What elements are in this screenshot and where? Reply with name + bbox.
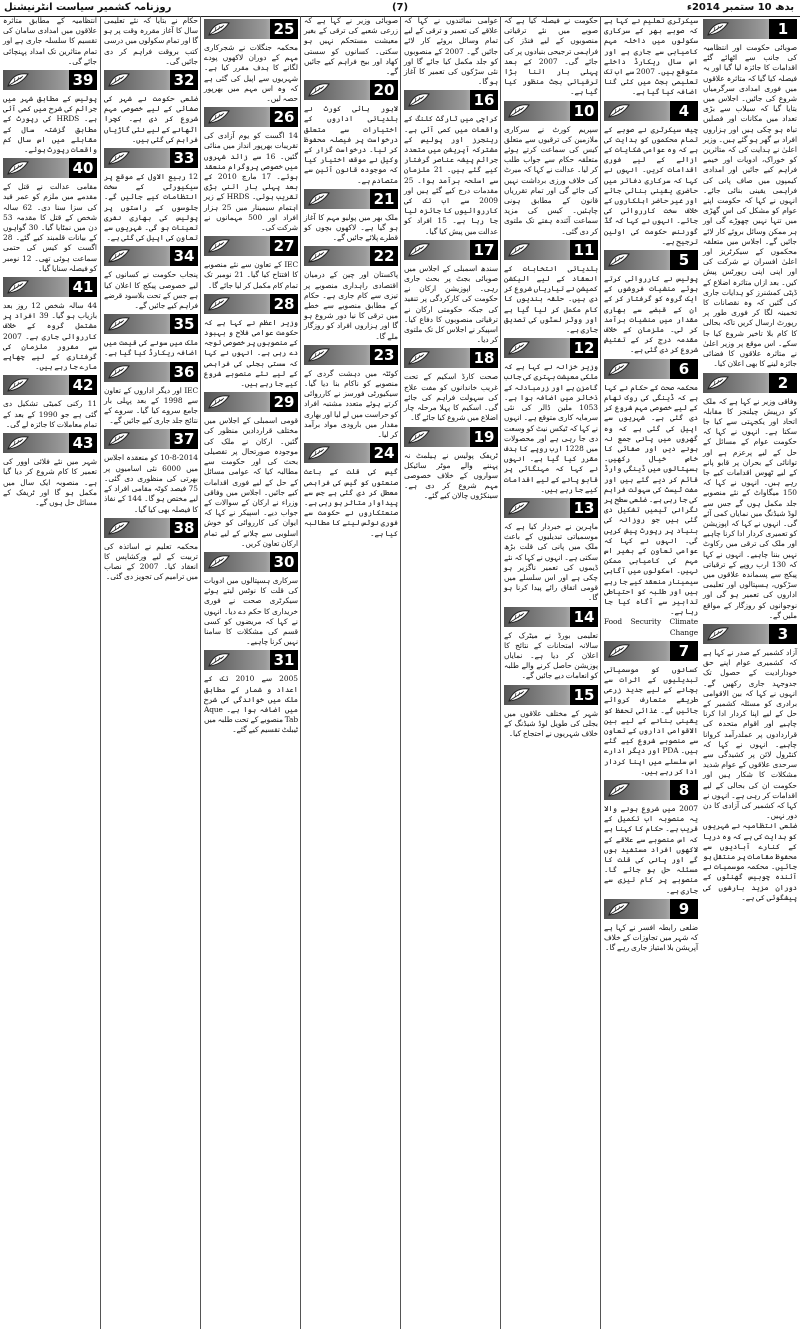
leaf-ornament-icon [307,346,331,364]
news-item [3,158,97,274]
item-header-bar [3,158,97,178]
item-body-text: سپریم کورٹ نے سرکاری ملازمین کی ترقیوں سے متعلق کیس کی سماعت کرتے ہوئے متعلقہ حکام سے جواب طلب کر لیا۔ عدالت نے کہا کہ میرٹ کی خلاف ورزی برداشت نہیں کی جائے گی اور تمام تقرریاں قانون کے مطابق ہونی چاہئیں۔ کیس کی مزید سماعت آئندہ ہفتے تک ملتوی کر دی گئی۔ [504,124,598,236]
news-item [404,348,498,423]
news-item [204,19,298,104]
item-body-text: کوئٹہ میں دہشت گردی کے منصوبے کو ناکام بنا دیا گیا۔ سیکیورٹی فورسز نے کارروائی کرتے ہوئے متعدد مشتبہ افراد کو حراست میں لے لیا اور بھاری مقدار میں بارودی مواد برآمد کر لیا۔ [304,368,398,440]
item-body-text: کراچی میں ٹارگٹ کلنگ کے واقعات میں کمی آئی ہے۔ رینجرز اور پولیس کے مشترکہ آپریشن میں متعدد جرائم پیشہ عناصر گرفتار کیے گئے ہیں۔ 21 ملزمان سے اسلحہ برآمد ہوا۔ 25 مقدمات درج کیے گئے ہیں اور 2009 سے اب تک کی کارروائیوں کا جائزہ لیا جا رہا ہے۔ 15 افراد کو عدالت میں پیش کیا گیا۔ [404,114,498,236]
news-item [3,375,97,430]
item-header-bar [504,101,598,121]
news-item [3,16,97,67]
news-item [404,90,498,236]
leaf-ornament-icon [6,159,30,177]
newspaper-title: روزنامہ کشمیر سیاست انٹرنیشنل [4,2,172,13]
leaf-ornament-icon [207,108,231,126]
news-column [700,16,800,1329]
leaf-ornament-icon [107,519,131,537]
item-header-bar [604,780,698,800]
news-column [200,16,301,1329]
leaf-ornament-icon [507,499,531,517]
item-header-bar [604,899,698,919]
item-body-text: پولیس کے مطابق شہر میں جرائم کی شرح میں کمی آئی ہے۔ HRDS کی رپورٹ کے مطابق گزشتہ سال کے مقابلے میں اس سال کم واقعات رپورٹ ہوئے۔ [3,94,97,155]
item-number: 41 [69,277,97,297]
item-header-bar [404,90,498,110]
item-body-text: چیف سیکرٹری نے صوبے کے تمام محکموں کو ہدایت کی ہے کہ وہ عوامی شکایات کے ازالے کے لیے فوری اقدامات کریں۔ انہوں نے کہا کہ سرکاری دفاتر میں حاضری یقینی بنائی جائے اور غیر حاضر اہلکاروں کے خلاف سخت کارروائی کی جائے۔ انہوں نے کہا کہ گڈ گورننس حکومت کی اولین ترجیح ہے۔ [603,124,698,246]
item-header-bar [504,338,598,358]
news-item [604,250,698,356]
item-body-text: 11 رکنی کمیٹی تشکیل دی گئی ہے جو 1990 کے بعد کے تمام معاملات کا جائزہ لے گی۔ [3,399,97,429]
item-header-bar [204,650,298,670]
news-item [104,518,198,583]
item-body-text: عوامی نمائندوں نے کہا کہ علاقے کی تعمیر و ترقی کے لیے تمام وسائل بروئے کار لائے جائیں گے۔ 2007 کے منصوبوں کو جلد مکمل کیا جائے گا اور نئی سڑکوں کی تعمیر کا آغاز ہو گا۔ [404,16,498,87]
news-item [204,552,298,647]
item-number: 43 [69,433,97,453]
item-body-text: محکمہ صحت کے حکام نے کہا ہے کہ ڈینگی کی روک تھام کے لیے خصوصی مہم شروع کر دی گئی ہے۔ شہریوں سے اپیل کی گئی ہے کہ وہ گھروں میں پانی جمع نہ ہونے دیں اور صفائی کا خاص خیال رکھیں۔ ہسپتالوں میں ڈینگی وارڈ قائم کر دیے گئے ہیں اور مفت ٹیسٹ کی سہولت فراہم کی جا رہی ہے۔ ضلعی سطح پر نگرانی ٹیمیں تشکیل دی گئی ہیں جو روزانہ کی بنیاد پر رپورٹ پیش کریں گی۔ انہوں نے کہا کہ عوامی تعاون کے بغیر اس مہم کی کامیابی ممکن نہیں۔ اسکولوں میں آگاہی سیمینار منعقد کیے جا رہے ہیں اور طلبہ کو احتیاطی تدابیر سے آگاہ کیا جا رہا ہے۔ [603,382,698,617]
item-number: 38 [170,518,198,538]
leaf-ornament-icon [207,20,231,38]
item-body-text: لاہور ہائی کورٹ نے بلدیاتی اداروں کے اختیارات سے متعلق درخواست پر فیصلہ محفوظ کر لیا۔ درخواست گزار کے وکیل نے موقف اختیار کیا کہ موجودہ قانون آئین سے متصادم ہے۔ [304,104,398,185]
item-header-bar [604,359,698,379]
item-number: 26 [270,107,298,127]
news-item [3,277,97,372]
item-header-bar [304,345,398,365]
item-header-bar [3,70,97,90]
news-item [204,107,298,233]
news-column [100,16,201,1329]
news-column [0,16,100,1329]
item-header-bar [204,236,298,256]
item-body-text: 12 ربیع الاول کے موقع پر سیکیورٹی کے سخت انتظامات کیے جائیں گے۔ جلوسوں کے راستوں پر پولیس کی بھاری نفری تعینات ہو گی۔ شہریوں سے تعاون کی اپیل کی گئی ہے۔ [104,172,198,243]
item-number: 27 [270,236,298,256]
news-item [703,821,797,903]
leaf-ornament-icon [407,349,431,367]
item-body-text: بلدیاتی انتخابات کے انعقاد کے لیے الیکشن کمیشن نے تیاریاں شروع کر دی ہیں۔ حلقہ بندیوں کا کام مکمل کر لیا گیا ہے اور ووٹر لسٹوں کی تصدیق جاری ہے۔ [503,263,598,335]
item-header-bar [204,552,298,572]
news-item [404,16,498,87]
news-column [600,16,701,1329]
item-body-text: ماہرین نے خبردار کیا ہے کہ موسمیاتی تبدیلیوں کے باعث ملک میں پانی کی قلت بڑھ سکتی ہے۔ انہوں نے کہا کہ نئے ڈیموں کی تعمیر ناگزیر ہو چکی ہے اور اس سلسلے میں قومی اتفاق رائے پیدا کرنا ہو گا۔ [504,521,598,603]
item-number: 15 [570,685,598,705]
item-body-text: آزاد کشمیر کے صدر نے کہا ہے کہ کشمیری عوام اپنے حق خودارادیت کے حصول تک جدوجہد جاری رکھیں گے۔ انہوں نے کہا کہ بین الاقوامی برادری کو مسئلہ کشمیر کے حل کے لیے اپنا کردار ادا کرنا چاہیے اور اقوام متحدہ کی قراردادوں پر عملدرآمد کروانا چاہیے۔ انہوں نے کہا کہ کنٹرول لائن پر کشیدگی سے سرحدی علاقوں کے عوام شدید مشکلات کا شکار ہیں اور حکومت ان کی بحالی کے لیے اقدامات کر رہی ہے۔ انہوں نے کہا کہ کشمیر کی آزادی کا دن دور نہیں۔ [703,647,797,821]
item-body-text: 14 اگست کو یوم آزادی کی تقریبات بھرپور انداز میں منائی گئیں۔ 16 سے زائد شہروں میں خصوصی پروگرام منعقد ہوئے۔ 17 مارچ 2010 کے بعد پہلی بار اتنی بڑی تقریب ہوئی۔ HRDS کے زیر اہتمام سیمینار میں 25 ہزار افراد اور 500 مہمانوں نے شرکت کی۔ [204,131,298,233]
news-item [104,362,198,427]
news-item [104,314,198,358]
item-body-text: محکمہ جنگلات نے شجرکاری مہم کے دوران لاکھوں پودے لگانے کا ہدف مقرر کیا ہے۔ شہریوں سے اپیل کی گئی ہے کہ وہ اس مہم میں بھرپور حصہ لیں۔ [204,43,298,104]
item-number: 4 [670,101,698,121]
item-body-text: ملک میں سونے کی قیمت میں اضافہ ریکارڈ کیا گیا ہے۔ [103,338,198,358]
item-body-text: 2007 میں شروع ہونے والا یہ منصوبہ اب تکمیل کے قریب ہے۔ حکام کا کہنا ہے کہ اس منصوبے سے علاقے کے لاکھوں افراد مستفید ہوں گے اور پانی کی قلت کا مسئلہ حل ہو جائے گا۔ منصوبے پر کام تیزی سے جاری ہے۔ [604,804,698,895]
leaf-ornament-icon [307,81,331,99]
leaf-ornament-icon [207,393,231,411]
item-body-text: شہر کے مختلف علاقوں میں بجلی کی طویل لوڈ شیڈنگ کے خلاف شہریوں نے احتجاج کیا۔ [504,708,598,738]
news-item [104,429,198,514]
leaf-ornament-icon [107,363,131,381]
leaf-ornament-icon [307,190,331,208]
item-header-bar [703,19,797,39]
leaf-ornament-icon [607,642,631,660]
item-number: 16 [470,90,498,110]
item-body-text: وزیر خزانہ نے کہا ہے کہ ملکی معیشت بہتری کی جانب گامزن ہے اور زرمبادلہ کے ذخائر میں اضافہ ہوا ہے۔ 1053 ملین ڈالر کی نئی سرمایہ کاری متوقع ہے۔ انہوں نے کہا کہ ٹیکس نیٹ کو وسعت دی جا رہی ہے اور محصولات میں 1228 ارب روپے کا ہدف مقرر کیا گیا ہے۔ انہوں نے کہا کہ مہنگائی پر قابو پانے کے لیے اقدامات کیے جا رہے ہیں۔ [503,362,598,494]
news-item [304,16,398,77]
item-body-text: کسانوں کو موسمیاتی تبدیلیوں کے اثرات سے بچانے کے لیے جدید زرعی طریقے متعارف کروائے جائیں گے۔ غذائی تحفظ کو یقینی بنانے کے لیے بین الاقوامی اداروں کے تعاون سے منصوبے شروع کیے گئے ہیں۔ PDA اور دیگر ادارے اس سلسلے میں اپنا کردار ادا کر رہے ہیں۔ [604,664,698,776]
item-body-text: ضلعی رابطہ افسر نے کہا ہے کہ شہر میں تجاوزات کے خلاف آپریشن بلا امتیاز جاری رہے گا۔ [604,922,698,953]
news-item [104,16,198,67]
news-item [504,685,598,740]
item-body-text: IEC اور دیگر اداروں کے تعاون سے 1998 کے بعد پہلی بار جامع سروے کیا گیا۔ سروے کے نتائج جلد جاری کیے جائیں گے۔ [104,385,199,426]
leaf-ornament-icon [6,376,30,394]
item-body-text: 44 سالہ شخص 12 روز بعد بازیاب ہو گیا۔ 39 افراد پر مشتمل گروہ کے خلاف کارروائی جاری ہے۔ 2007 سے مفرور ملزمان کی گرفتاری کے لیے چھاپے مارے جا رہے ہیں۔ [3,301,98,372]
item-number: 3 [769,624,797,644]
item-body-text: Food Security Climate Change [604,617,698,637]
leaf-ornament-icon [607,360,631,378]
item-header-bar [104,362,198,382]
item-header-bar [104,148,198,168]
leaf-ornament-icon [407,428,431,446]
leaf-ornament-icon [6,71,30,89]
leaf-ornament-icon [607,781,631,799]
item-header-bar [404,348,498,368]
masthead [0,0,800,17]
item-number: 17 [470,240,498,260]
item-header-bar [104,518,198,538]
leaf-ornament-icon [706,374,730,392]
leaf-ornament-icon [706,625,730,643]
item-header-bar [404,427,498,447]
item-header-bar [604,250,698,270]
item-header-bar [104,429,198,449]
news-item [204,392,298,549]
news-item [304,443,398,538]
item-header-bar [703,373,797,393]
news-item [404,427,498,502]
news-item [104,70,198,145]
leaf-ornament-icon [107,315,131,333]
item-number: 12 [570,338,598,358]
item-number: 30 [270,552,298,572]
leaf-ornament-icon [107,71,131,89]
item-number: 8 [670,780,698,800]
item-body-text: سیکرٹری تعلیم نے کہا ہے کہ صوبے بھر کے سرکاری سکولوں میں داخلہ مہم کامیابی سے جاری ہے اور اس سال ریکارڈ داخلے متوقع ہیں۔ 2007 سے اب تک تعلیمی بجٹ میں کئی گنا اضافہ کیا گیا ہے۔ [604,16,698,97]
leaf-ornament-icon [507,339,531,357]
item-number: 19 [470,427,498,447]
leaf-ornament-icon [107,430,131,448]
news-item [703,373,797,621]
news-item [3,70,97,155]
item-number: 1 [769,19,797,39]
item-number: 14 [570,607,598,627]
news-item [604,359,698,618]
item-number: 32 [170,70,198,90]
item-header-bar [204,392,298,412]
news-item [504,498,598,604]
item-number: 13 [570,498,598,518]
item-body-text: وزیر اعظم نے کہا ہے کہ حکومت عوامی فلاح و بہبود کے منصوبوں پر خصوصی توجہ دے رہی ہے۔ انہوں نے کہا کہ سستی بجلی کی فراہمی کے لیے نئے منصوبے شروع کیے جا رہے ہیں۔ [203,317,298,389]
news-item [504,101,598,237]
news-column [500,16,601,1329]
leaf-ornament-icon [706,20,730,38]
news-item [604,780,698,896]
news-item [703,19,797,370]
item-number: 42 [69,375,97,395]
news-item [504,240,598,335]
item-number: 6 [670,359,698,379]
item-header-bar [504,607,598,627]
item-header-bar [304,246,398,266]
item-number: 39 [69,70,97,90]
news-item [604,101,698,247]
item-header-bar [404,240,498,260]
news-item [104,148,198,243]
item-number: 11 [570,240,598,260]
leaf-ornament-icon [607,900,631,918]
item-number: 20 [370,80,398,100]
news-item [304,246,398,341]
news-item [104,246,198,311]
item-body-text: قومی اسمبلی کے اجلاس میں مختلف قراردادیں منظور کی گئیں۔ ارکان نے ملک کی موجودہ صورتحال پر تفصیلی بحث کی اور حکومت سے مطالبہ کیا کہ عوامی مسائل کے حل کے لیے فوری اقدامات کیے جائیں۔ اجلاس میں وفاقی وزراء نے ارکان کے سوالات کے جواب دیے۔ اسپیکر نے کہا کہ ایوان کی کارروائی کو خوش اسلوبی سے چلانے کے لیے تمام ارکان تعاون کریں۔ [204,416,298,548]
item-body-text: پولیس نے کارروائی کرتے ہوئے منشیات فروشوں کے ایک گروہ کو گرفتار کر کے ان کے قبضے سے بھاری مقدار میں منشیات برآمد کر لی۔ ملزمان کے خلاف مقدمہ درج کر کے تفتیش شروع کر دی گئی ہے۔ [604,274,698,355]
item-header-bar [304,443,398,463]
item-body-text: صوبائی حکومت اور انتظامیہ کی جانب سے اٹھائے گئے اقدامات کا جائزہ لیا گیا اور یہ فیصلہ کیا گیا کہ متاثرہ علاقوں میں فوری امدادی سرگرمیاں شروع کی جائیں۔ اجلاس میں بتایا گیا کہ سیلاب سے بڑی تعداد میں مکانات اور فصلیں تباہ ہو چکی ہیں اور ہزاروں افراد بے گھر ہو گئے ہیں۔ وزیر اعلیٰ نے ہدایت کی کہ متاثرین کو خوراک، ادویات اور خیمے فراہم کیے جائیں اور امدادی کیمپوں میں صاف پانی کی فراہمی یقینی بنائی جائے۔ انہوں نے کہا کہ حکومت اپنے عوام کو مشکل کی اس گھڑی میں تنہا نہیں چھوڑے گی اور ہر ممکن وسائل بروئے کار لائے جائیں گے۔ اجلاس میں متعلقہ محکموں کے سیکرٹریز اور اعلیٰ افسران نے شرکت کی اور اپنی اپنی رپورٹس پیش کیں۔ بعد ازاں متاثرہ اضلاع کے ڈپٹی کمشنرز کو ہدایات جاری کی گئیں کہ وہ نقصانات کا تخمینہ لگا کر فوری طور پر رپورٹ ارسال کریں تاکہ بحالی کا کام بلا تاخیر شروع کیا جا سکے۔ اس موقع پر وزیر اعلیٰ نے متاثرہ علاقوں کا فضائی جائزہ لینے کا بھی اعلان کیا۔ [703,43,797,369]
item-number: 22 [370,246,398,266]
news-item [604,899,698,954]
leaf-ornament-icon [107,247,131,265]
item-header-bar [504,240,598,260]
item-body-text: صحت کارڈ اسکیم کے تحت غریب خاندانوں کو مفت علاج کی سہولت فراہم کی جائے گی۔ اسکیم کا پہلا مرحلہ چار اضلاع میں شروع کیا جائے گا۔ [404,372,498,423]
item-number: 23 [370,345,398,365]
item-body-text: انتظامیہ کے مطابق متاثرہ علاقوں میں امدادی سامان کی تقسیم کا سلسلہ جاری ہے اور تمام متاثرین تک امداد پہنچائی جائے گی۔ [3,16,97,66]
item-header-bar [204,19,298,39]
leaf-ornament-icon [6,278,30,296]
item-number: 24 [370,443,398,463]
issue-date: بدھ 10 ستمبر 2014ء [686,2,794,13]
item-body-text: ضلعی انتظامیہ نے شہریوں کو ہدایت کی ہے کہ وہ دریا کے کنارے آبادیوں سے محفوظ مقامات پر منتقل ہو جائیں۔ محکمہ موسمیات نے آئندہ چوبیس گھنٹوں کے دوران مزید بارشوں کی پیشگوئی کی ہے۔ [702,821,797,902]
item-header-bar [703,624,797,644]
item-body-text: پاکستان اور چین کے درمیان اقتصادی راہداری منصوبے پر تیزی سے کام جاری ہے۔ حکام کے مطابق منصوبے سے خطے میں ترقی کا نیا دور شروع ہو گا اور ہزاروں افراد کو روزگار ملے گا۔ [304,270,398,341]
leaf-ornament-icon [207,295,231,313]
item-header-bar [3,375,97,395]
item-header-bar [304,189,398,209]
item-header-bar [104,314,198,334]
item-number: 5 [670,250,698,270]
item-body-text: 10-8-2014 کو منعقدہ اجلاس میں 6000 نئی اسامیوں پر بھرتی کی منظوری دی گئی۔ 75 فیصد کوٹہ مقامی افراد کے لیے مختص ہو گا۔ 144 کے نفاذ کا فیصلہ بھی کیا گیا۔ [104,453,198,514]
leaf-ornament-icon [407,241,431,259]
item-number: 29 [270,392,298,412]
item-number: 10 [570,101,598,121]
news-item [204,236,298,291]
item-number: 18 [470,348,498,368]
leaf-ornament-icon [207,553,231,571]
leaf-ornament-icon [107,149,131,167]
item-body-text: IEC کے تعاون سے نئے منصوبے کا افتتاح کیا گیا۔ 21 نومبر تک تمام کام مکمل کر لیا جائے گا۔ [204,260,299,290]
item-header-bar [104,246,198,266]
item-header-bar [304,80,398,100]
item-number: 36 [170,362,198,382]
news-item [3,433,97,508]
leaf-ornament-icon [307,247,331,265]
leaf-ornament-icon [607,251,631,269]
news-item [304,189,398,244]
item-body-text: ضلعی حکومت نے شہر کی صفائی کے لیے خصوصی مہم شروع کر دی ہے۔ کچرا اٹھانے کے لیے نئی گاڑیاں فراہم کی گئی ہیں۔ [103,94,198,144]
item-header-bar [204,294,298,314]
item-body-text: ملک بھر میں پولیو مہم کا آغاز ہو گیا ہے۔ لاکھوں بچوں کو قطرے پلائے جائیں گے۔ [304,212,398,243]
item-header-bar [204,107,298,127]
item-body-text: حکومت نے فیصلہ کیا ہے کہ صوبے میں نئے ترقیاتی منصوبوں کے لیے فنڈز کی فراہمی ترجیحی بنیادوں پر کی جائے گی۔ 2007 کے بعد پہلی بار اتنا بڑا ترقیاتی بجٹ منظور کیا گیا ہے۔ [504,16,598,97]
item-header-bar [504,498,598,518]
item-header-bar [3,277,97,297]
item-number: 34 [170,246,198,266]
item-number: 31 [270,650,298,670]
leaf-ornament-icon [307,444,331,462]
news-item [204,294,298,389]
item-number: 9 [670,899,698,919]
news-item [504,607,598,682]
item-header-bar [604,641,698,661]
page-number: (7) [391,2,409,13]
item-number: 7 [670,641,698,661]
item-body-text: حکام نے بتایا کہ نئے تعلیمی سال کا آغاز مقررہ وقت پر ہو گا اور تمام سکولوں میں درسی کتب بروقت فراہم کر دی جائیں گی۔ [104,16,198,66]
news-item [404,240,498,346]
item-body-text: وفاقی وزیر نے کہا ہے کہ ملک کو درپیش چیلنجز کا مقابلہ اتحاد اور یکجہتی سے کیا جا سکتا ہے۔ انہوں نے کہا کہ حکومت عوام کے مسائل کے حل کے لیے پرعزم ہے اور توانائی کے بحران پر قابو پانے کے لیے ٹھوس اقدامات کیے جا رہے ہیں۔ انہوں نے کہا کہ 150 میگاواٹ کے نئے منصوبے جلد مکمل ہوں گے جس سے لوڈ شیڈنگ میں نمایاں کمی آئے گی۔ انہوں نے کہا کہ اپوزیشن کو تعمیری کردار ادا کرنا چاہیے اور ملک کی ترقی میں رکاوٹ نہیں بننا چاہیے۔ انہوں نے کہا کہ 130 ارب روپے کے ترقیاتی پیکج سے پسماندہ علاقوں میں سڑکوں، ہسپتالوں اور تعلیمی اداروں کی تعمیر ہو گی اور نوجوانوں کو روزگار کے مواقع ملیں گے۔ [703,396,798,620]
news-item [604,16,698,98]
news-item [703,624,797,821]
item-body-text: مقامی عدالت نے قتل کے مقدمے میں ملزم کو عمر قید کی سزا سنا دی۔ 62 سالہ شخص کے قتل کا مقدمہ 53 دن میں نمٹایا گیا۔ 30 گواہوں کے بیانات قلمبند کیے گئے۔ 28 اگست کو کیس کی حتمی سماعت ہوئی تھی۔ 12 نومبر کو فیصلہ سنایا گیا۔ [3,182,97,273]
item-body-text: صوبائی وزیر نے کہا ہے کہ زرعی شعبے کی ترقی کے بغیر معیشت مستحکم نہیں ہو سکتی۔ کسانوں کو سستی کھاد اور بیج فراہم کیے جائیں گے۔ [304,16,398,77]
item-body-text: سرکاری ہسپتالوں میں ادویات کی قلت کا نوٹس لیتے ہوئے سیکرٹری صحت نے فوری خریداری کا حکم دے دیا۔ انہوں نے کہا کہ مریضوں کو کسی قسم کی مشکلات کا سامنا نہیں کرنا چاہیے۔ [204,575,298,647]
item-number: 35 [170,314,198,334]
news-item [304,345,398,440]
item-body-text: پنجاب حکومت نے کسانوں کے لیے خصوصی پیکج کا اعلان کیا ہے جس کے تحت بلاسود قرضے فراہم کیے جائیں گے۔ [104,270,198,311]
news-item [504,16,598,98]
item-number: 21 [370,189,398,209]
item-body-text: 2005 سے 2010 تک کے اعداد و شمار کے مطابق ملک میں خواندگی کی شرح میں اضافہ ہوا ہے۔ Aque Tab منصوبے کے تحت طلبہ میں ٹیبلٹ تقسیم کیے گئے۔ [204,674,298,735]
news-item [604,641,698,777]
news-column [400,16,501,1329]
item-number: 33 [170,148,198,168]
item-number: 2 [769,373,797,393]
item-body-text: ٹریفک پولیس نے ہیلمٹ نہ پہننے والے موٹر سائیکل سواروں کے خلاف خصوصی مہم شروع کر دی ہے۔ سینکڑوں چالان کیے گئے۔ [404,450,498,501]
news-column [300,16,401,1329]
news-item [504,338,598,495]
news-item [604,617,698,637]
news-item [204,650,298,735]
leaf-ornament-icon [507,241,531,259]
leaf-ornament-icon [207,651,231,669]
leaf-ornament-icon [507,102,531,120]
leaf-ornament-icon [507,686,531,704]
leaf-ornament-icon [207,237,231,255]
item-number: 40 [69,158,97,178]
leaf-ornament-icon [507,608,531,626]
leaf-ornament-icon [6,434,30,452]
news-item [304,80,398,186]
leaf-ornament-icon [407,91,431,109]
item-number: 37 [170,429,198,449]
item-header-bar [604,101,698,121]
item-number: 25 [270,19,298,39]
item-body-text: سندھ اسمبلی کے اجلاس میں صوبائی بجٹ پر بحث جاری رہی۔ اپوزیشن ارکان نے حکومت کی کارکردگی پر تنقید کی جبکہ حکومتی ارکان نے ترقیاتی منصوبوں کا دفاع کیا۔ اسپیکر نے اجلاس کل تک ملتوی کر دیا۔ [404,263,498,345]
item-number: 28 [270,294,298,314]
item-header-bar [104,70,198,90]
leaf-ornament-icon [607,102,631,120]
item-body-text: شہر میں نئے فلائی اوور کی تعمیر کا کام شروع کر دیا گیا ہے۔ منصوبہ ایک سال میں مکمل ہو گا اور ٹریفک کے مسائل حل ہوں گے۔ [3,457,97,507]
item-body-text: تعلیمی بورڈ نے میٹرک کے سالانہ امتحانات کے نتائج کا اعلان کر دیا ہے۔ نمایاں پوزیشن حاصل کرنے والے طلبہ کو انعامات دیے جائیں گے۔ [504,630,598,681]
item-body-text: محکمہ تعلیم نے اساتذہ کی تربیت کے لیے ورکشاپس کا انعقاد کیا۔ 2007 کے نصاب میں ترامیم کی تجویز دی گئی۔ [104,541,198,582]
item-header-bar [504,685,598,705]
item-body-text: گیس کی قلت کے باعث صنعتوں کو گیس کی فراہمی معطل کر دی گئی ہے جس سے پیداوار متاثر ہو رہی ہے۔ صنعتکاروں نے حکومت سے فوری نوٹس لینے کا مطالبہ کیا ہے۔ [303,467,398,538]
item-header-bar [3,433,97,453]
